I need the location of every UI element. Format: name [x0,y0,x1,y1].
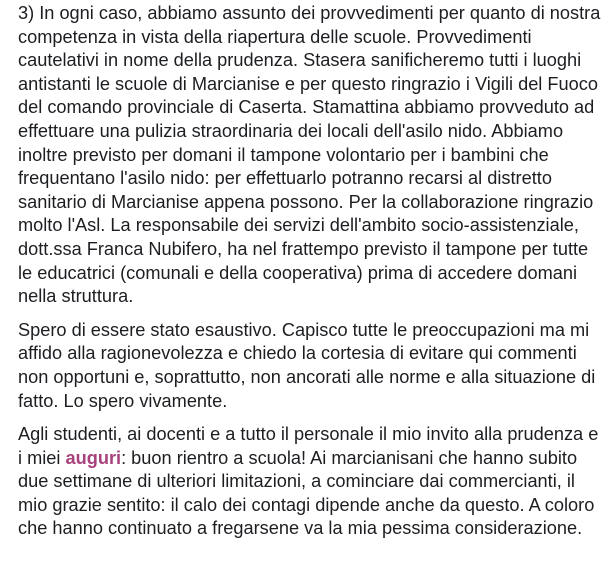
paragraph-measures: 3) In ogni caso, abbiamo assunto dei provvedimenti per quanto di nostra competenza in vista della riapertura delle scuole. Provvedimenti cautelativi in nome della prudenza. Stasera sanificheremo tutti i luoghi antistanti le scuole di Marcianise e per questo ringrazio i Vigili del Fuoco del comando provinciale di Caserta. Stamattina abbiamo provveduto ad effettuare una pulizia straordinaria dei locali dell'asilo nido. Abbiamo inoltre previsto per domani il tampone volontario per i bambini che frequentano l'asilo nido: per effettuarlo potranno recarsi al distretto sanitario di Marcianise appena possono. Per la collaborazione ringrazio molto l'Asl. La responsabile dei servizi dell'ambito socio-assistenziale, dott.ssa Franca Nubifero, ha nel frattempo previsto il tampone per tutte le educatrici (comunali e della cooperativa) prima di accedere domani nella struttura. [18,3,601,307]
auguri-hashtag-link[interactable]: auguri [65,447,122,468]
paragraph-wishes [18,423,603,541]
paragraph-wishes-start: Agli studenti, ai docenti e a tutto il personale il mio invito alla prudenza e i miei [18,424,599,468]
paragraph-wishes-end: : buon rientro a scuola! Ai marcianisani che hanno subito due settimane di ulteriori limitazioni, a cominciare dai commercianti, il mio grazie sentito: il calo dei contagi dipende anche da questo. A coloro che hanno continuato a fregarsene va la mia pessima considerazione. [18,447,595,539]
paragraph-appeal: Spero di essere stato esaustivo. Capisco tutte le preoccupazioni ma mi affido alla ragionevolezza e chiedo la cortesia di evitare qui commenti non opportuni e, soprattutto, non ancorati alle norme e alla situazione di fatto. Lo spero vivamente. [18,319,596,411]
